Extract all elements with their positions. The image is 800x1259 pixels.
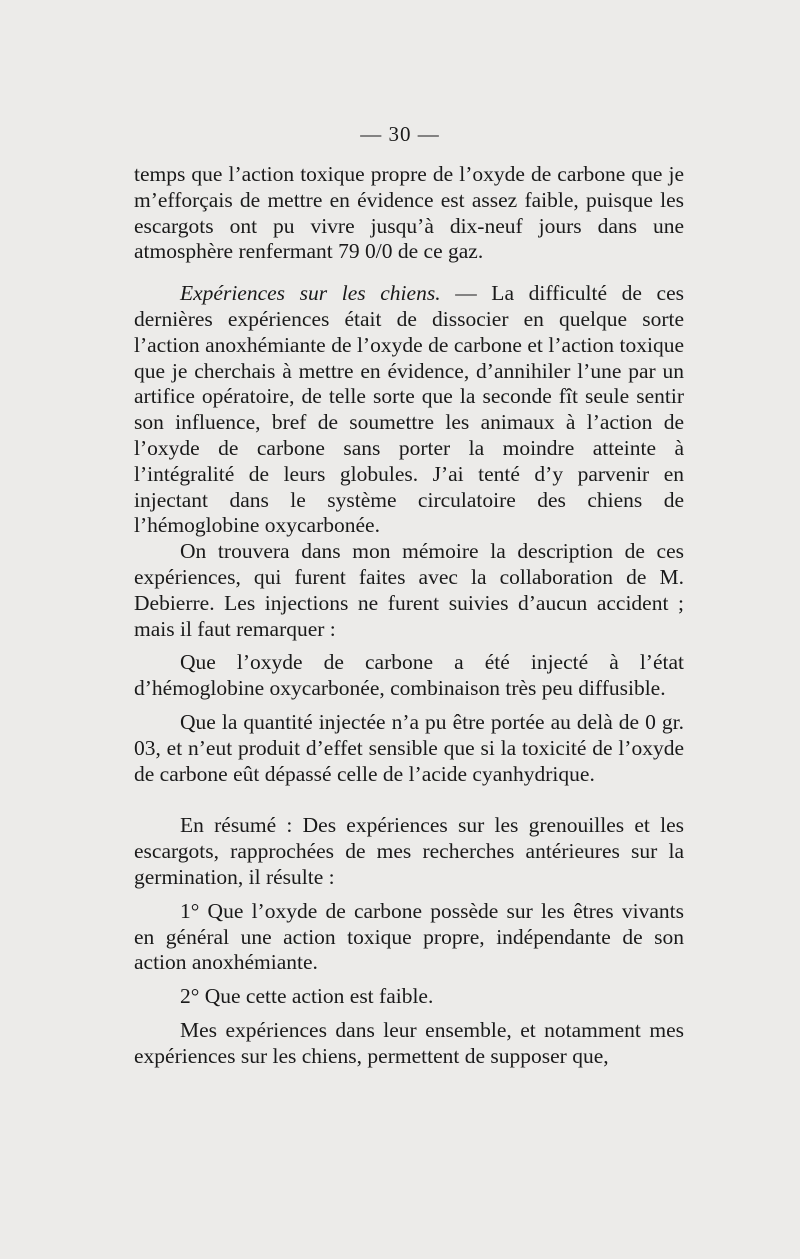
paragraph-4: Que l’oxyde de carbone a été injecté à l’état d’hémoglobine oxycarbonée, combinaison très peu diffusible.: [134, 650, 684, 701]
paragraph-conclusion-2: 2° Que cette action est faible.: [180, 984, 434, 1009]
section-heading: Expériences sur les chiens.: [180, 281, 441, 306]
paragraph-9: Mes expériences dans leur ensemble, et notamment mes expériences sur les chiens, permettent de supposer que,: [134, 1017, 684, 1068]
body-text: [134, 162, 684, 1070]
paragraph-dog-experiments: [134, 281, 684, 539]
paragraph-5: Que la quantité injectée n’a pu être portée au delà de 0 gr. 03, et n’eut produit d’effet sensible que si la toxicité de l’oxyde de carbone eût dépassé celle de l’acide cyanhydrique.: [134, 709, 684, 786]
paragraph-dog-experiments-body: — La difficulté de ces dernières expériences était de dissocier en quelque sorte l’action anoxhémiante de l’oxyde de carbone et l’action toxique que je cherchais à mettre en évidence, d’annihiler l’une par un artifice opératoire, de telle sorte que la seconde fît seule sentir son influence, bref de soumettre les animaux à l’action de l’oxyde de carbone sans porter la moindre atteinte à l’intégralité de leurs globules. J’ai tenté d’y parvenir en injectant dans le système circulatoire des chiens de l’hémoglobine oxycarbonée.: [134, 281, 684, 538]
paragraph-3: On trouvera dans mon mémoire la description de ces expériences, qui furent faites avec la collaboration de M. Debierre. Les injections ne furent suivies d’aucun accident ; mais il faut remarquer :: [134, 539, 684, 641]
paragraph-summary: En résumé : Des expériences sur les grenouilles et les escargots, rapprochées de mes recherches antérieures sur la germination, il résulte :: [134, 813, 684, 889]
paragraph-1: temps que l’action toxique propre de l’oxyde de carbone que je m’efforçais de mettre en évidence est assez faible, puisque les escargots ont pu vivre jusqu’à dix-neuf jours dans une atmosphère renfermant 79 0/0 de ce gaz.: [134, 162, 684, 264]
page-number: — 30 —: [360, 122, 440, 146]
paragraph-conclusion-1: 1° Que l’oxyde de carbone possède sur les êtres vivants en général une action toxique propre, indépendante de son action anoxhémiante.: [134, 898, 684, 975]
